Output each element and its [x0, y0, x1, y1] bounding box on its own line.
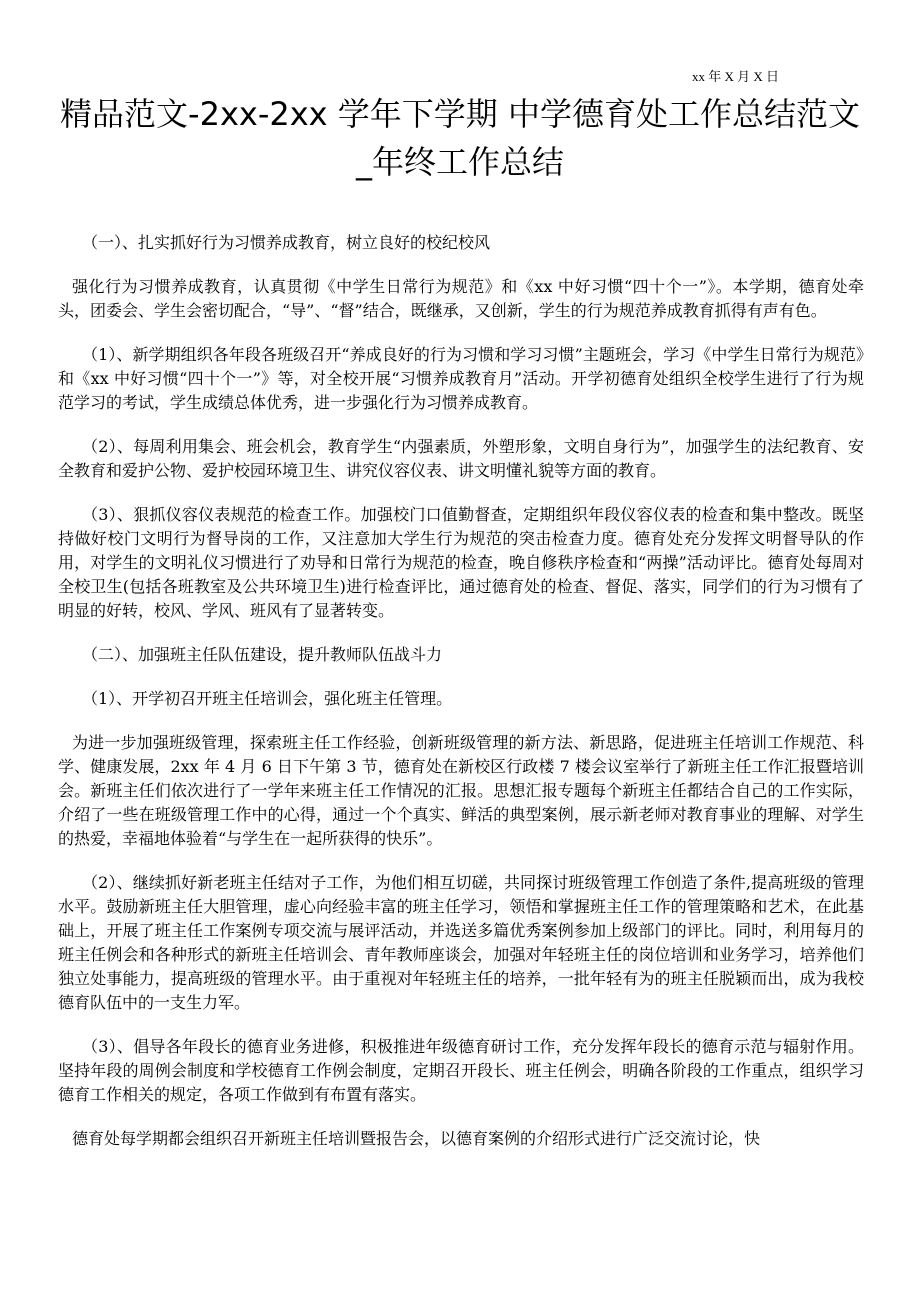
body-paragraph: （3）、狠抓仪容仪表规范的检查工作。加强校门口值勤督查，定期组织年段仪容仪表的检查和集中整改。既坚持做好校门文明行为督导岗的工作，又注意加大学生行为规范的突击检查力度。德育处充分发挥文明督导队的作用，对学生的文明礼仪习惯进行了劝导和日常行为规范的检查，晚自修秩序检查和“两操”活动评比。德育处每周对全校卫生(包括各班教室及公共环境卫生)进行检查评比，通过德育处的检查、督促、落实，同学们的行为习惯有了明显的好转，校风、学风、班风有了显著转变。: [58, 505, 864, 620]
body-paragraph: 为进一步加强班级管理，探索班主任工作经验，创新班级管理的新方法、新思路，促进班主任培训工作规范、科学、健康发展，2xx 年 4 月 6 日下午第 3 节，德育处在新校区行政楼 7 楼会议室举行了新班主任工作汇报暨培训会。新班主任们依次进行了一学年来班主任工作情况的汇报。思想汇报专题每个新班主任都结合自己的工作实际，介绍了一些在班级管理工作中的心得，通过一个个真实、鲜活的典型案例，展示新老师对教育事业的理解、对学生的热爱，幸福地体验着“与学生在一起所获得的快乐”。: [58, 733, 864, 848]
body-paragraph: 强化行为习惯养成教育，认真贯彻《中学生日常行为规范》和《xx 中好习惯“四十个一”》。本学期，德育处牵头，团委会、学生会密切配合，“导”、“督”结合，既继承，又创新，学生的行为规范养成教育抓得有声有色。: [58, 277, 864, 320]
body-paragraph: （2）、继续抓好新老班主任结对子工作，为他们相互切磋，共同探讨班级管理工作创造了条件,提高班级的管理水平。鼓励新班主任大胆管理，虚心向经验丰富的班主任学习，领悟和掌握班主任工作的管理策略和艺术，在此基础上，开展了班主任工作案例专项交流与展评活动，并选送多篇优秀案例参加上级部门的评比。同时，利用每月的班主任例会和各种形式的新班主任培训会、青年教师座谈会，加强对年轻班主任的岗位培训和业务学习，培养他们独立处事能力，提高班级的管理水平。由于重视对年轻班主任的培养，一批年轻有为的班主任脱颖而出，成为我校德育队伍中的一支生力军。: [58, 873, 864, 1012]
subsection-heading: （1）、开学初召开班主任培训会，强化班主任管理。: [82, 689, 453, 708]
body-paragraph: （3）、倡导各年段长的德育业务进修，积极推进年级德育研讨工作，充分发挥年段长的德育示范与辐射作用。坚持年段的周例会制度和学校德育工作例会制度，定期召开段长、班主任例会，明确各阶段的工作重点，组织学习德育工作相关的规定，各项工作做到有布置有落实。: [58, 1037, 864, 1104]
document-title: 精品范文-2xx-2xx 学年下学期 中学德育处工作总结范文_年终工作总结: [60, 95, 860, 181]
document-date: xx 年 X 月 X 日: [692, 69, 780, 84]
body-paragraph: 德育处每学期都会组织召开新班主任培训暨报告会，以德育案例的介绍形式进行广泛交流讨论，快: [72, 1129, 761, 1148]
document-body: [58, 231, 864, 1171]
section-heading: （二）、加强班主任队伍建设，提升教师队伍战斗力: [82, 645, 443, 664]
section-heading: （一）、扎实抓好行为习惯养成教育，树立良好的校纪校风: [82, 233, 491, 252]
body-paragraph: （2）、每周利用集会、班会机会，教育学生“内强素质，外塑形象，文明自身行为”，加强学生的法纪教育、安全教育和爱护公物、爱护校园环境卫生、讲究仪容仪表、讲文明懂礼貌等方面的教育。: [58, 437, 864, 480]
body-paragraph: （1）、新学期组织各年段各班级召开“养成良好的行为习惯和学习习惯”主题班会，学习《中学生日常行为规范》和《xx 中好习惯“四十个一”》等，对全校开展“习惯养成教育月”活动。开学初德育处组织全校学生进行了行为规范学习的考试，学生成绩总体优秀，进一步强化行为习惯养成教育。: [58, 345, 864, 412]
